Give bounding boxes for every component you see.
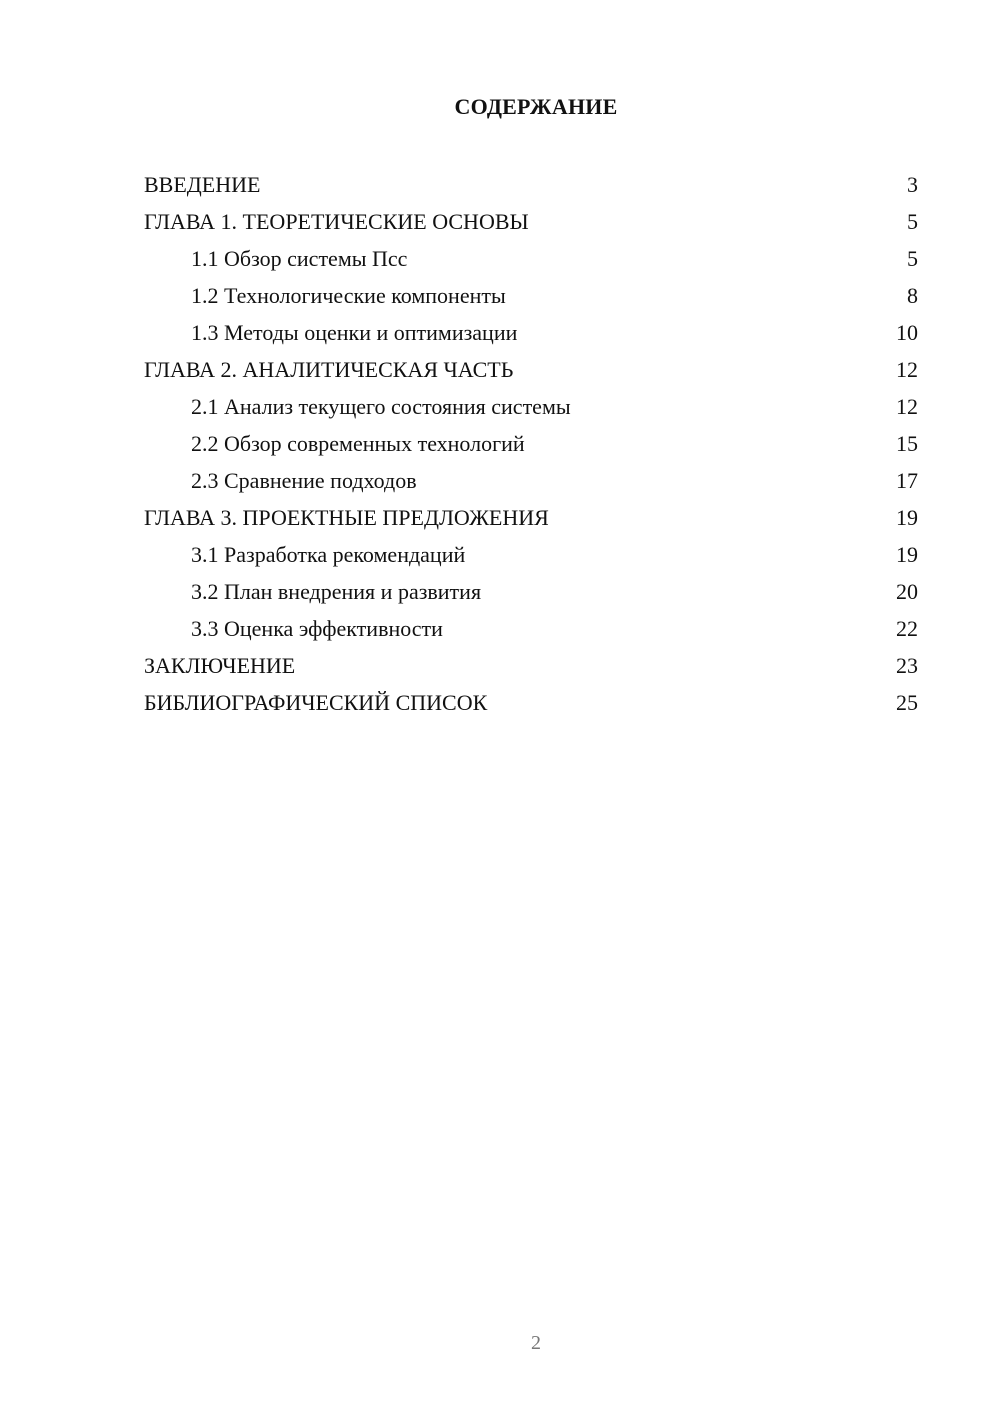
- toc-entry-label: 1.1 Обзор системы Псс: [191, 246, 408, 271]
- toc-entry-page: 17: [896, 468, 918, 493]
- toc-entry-page: 8: [907, 283, 918, 308]
- toc-entry-label: 2.2 Обзор современных технологий: [191, 431, 525, 456]
- toc-entry-chapter-2: [144, 351, 918, 388]
- toc-entry-page: 5: [907, 246, 918, 271]
- toc-entry-label: 3.3 Оценка эффективности: [191, 616, 443, 641]
- toc-entry-chapter-1: [144, 203, 918, 240]
- toc-entry-page: 12: [896, 394, 918, 419]
- toc-entry-section-1-3: [144, 314, 918, 351]
- toc-entry-introduction: [144, 166, 918, 203]
- toc-entry-page: 15: [896, 431, 918, 456]
- toc-entry-chapter-3: [144, 499, 918, 536]
- toc-entry-label: 1.2 Технологические компоненты: [191, 283, 506, 308]
- toc-entry-label: 3.1 Разработка рекомендаций: [191, 542, 466, 567]
- toc-entry-section-3-2: [144, 573, 918, 610]
- toc-entry-conclusion: [144, 647, 918, 684]
- toc-entry-section-2-2: [144, 425, 918, 462]
- toc-entry-page: 3: [907, 172, 918, 197]
- toc-entry-label: 2.3 Сравнение подходов: [191, 468, 417, 493]
- toc-entry-page: 5: [907, 209, 918, 234]
- toc-entry-page: 19: [896, 505, 918, 530]
- toc-entry-bibliography: [144, 684, 918, 721]
- toc-entry-label: ЗАКЛЮЧЕНИЕ: [144, 653, 296, 678]
- table-of-contents: [144, 166, 918, 721]
- toc-entry-section-2-3: [144, 462, 918, 499]
- toc-entry-label: БИБЛИОГРАФИЧЕСКИЙ СПИСОК: [144, 690, 488, 715]
- toc-entry-section-1-2: [144, 277, 918, 314]
- toc-entry-label: ГЛАВА 3. ПРОЕКТНЫЕ ПРЕДЛОЖЕНИЯ: [144, 505, 549, 530]
- toc-entry-page: 23: [896, 653, 918, 678]
- toc-entry-page: 20: [896, 579, 918, 604]
- toc-entry-page: 10: [896, 320, 918, 345]
- toc-entry-label: 1.3 Методы оценки и оптимизации: [191, 320, 518, 345]
- toc-entry-label: 2.1 Анализ текущего состояния системы: [191, 394, 571, 419]
- toc-entry-label: ГЛАВА 2. АНАЛИТИЧЕСКАЯ ЧАСТЬ: [144, 357, 514, 382]
- toc-title: СОДЕРЖАНИЕ: [454, 94, 618, 119]
- toc-entry-page: 12: [896, 357, 918, 382]
- toc-entry-section-1-1: [144, 240, 918, 277]
- toc-entry-section-3-3: [144, 610, 918, 647]
- toc-entry-page: 25: [896, 690, 918, 715]
- toc-entry-label: 3.2 План внедрения и развития: [191, 579, 482, 604]
- toc-entry-section-3-1: [144, 536, 918, 573]
- toc-entry-label: ВВЕДЕНИЕ: [144, 172, 261, 197]
- toc-entry-page: 19: [896, 542, 918, 567]
- toc-entry-section-2-1: [144, 388, 918, 425]
- toc-entry-label: ГЛАВА 1. ТЕОРЕТИЧЕСКИЕ ОСНОВЫ: [144, 209, 529, 234]
- page-number: 2: [531, 1332, 541, 1354]
- toc-entry-page: 22: [896, 616, 918, 641]
